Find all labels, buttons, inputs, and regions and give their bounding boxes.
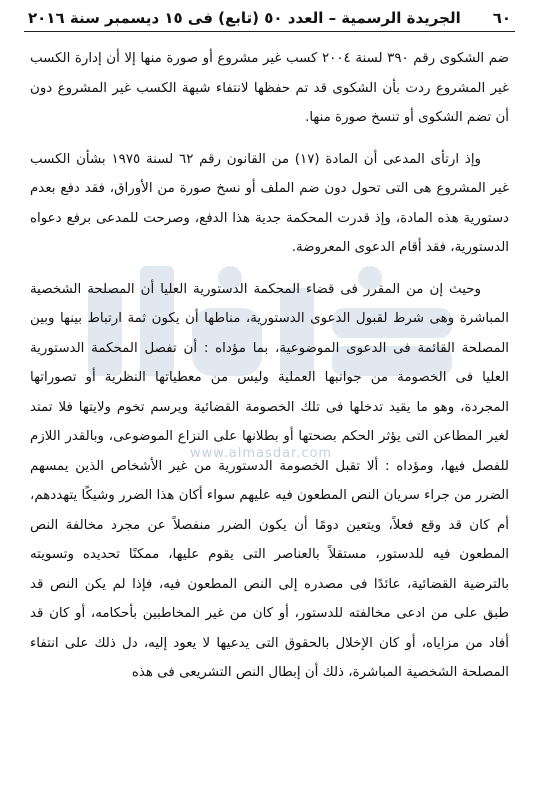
paragraph-2: وإذ ارتأى المدعى أن المادة (١٧) من القانون رقم ٦٢ لسنة ١٩٧٥ بشأن الكسب غير المشروع هى التى تحول دون ضم الملف أو نسخ صورة من الأوراق، فقد دفع بعدم دستورية هذه المادة، وإذ قدرت المحكمة جدية هذا الدفع، وصرحت للمدعى برفع دعواه الدستورية، فقد أقام الدعوى المعروضة. (30, 151, 509, 255)
page-number: ٦٠ (492, 9, 511, 27)
header-divider (24, 31, 515, 32)
article-body (30, 44, 509, 688)
page-header (28, 6, 511, 30)
journal-issue-title: الجريدة الرسمية – العدد ٥٠ (تابع) فى ١٥ ديسمبر سنة ٢٠١٦ (28, 9, 461, 27)
watermark-url: www.almasdar.com (190, 446, 333, 461)
paragraph-1: ضم الشكوى رقم ٣٩٠ لسنة ٢٠٠٤ كسب غير مشروع أو صورة منها إلا أن إدارة الكسب غير المشروع ردت بأن الشكوى قد تم حفظها لانتفاء شبهة الكسب غير المشروع دون أن تضم الشكوى أو تنسخ صورة منها. (30, 51, 509, 125)
paragraph-3: وحيث إن من المقرر فى قضاء المحكمة الدستورية العليا أن المصلحة الشخصية المباشرة وهى شرط لقبول الدعوى الدستورية، مناطها أن يكون ثمة ارتباط بينها وبين المصلحة القائمة فى الدعوى الموضوعية، بما مؤداه : أن تفصل المحكمة الدستورية العليا فى الخصومة من جوانبها العملية وليس من معطياتها النظرية أو تصوراتها المجردة، وهو ما يقيد تدخلها فى تلك الخصومة القضائية ويرسم تخوم ولايتها فلا تمتد لغير المطاعن التى يؤثر الحكم بصحتها أو بطلانها على النزاع الموضوعى، وبالقدر اللازم للفصل فيها، ومؤداه : ألا تقبل الخصومة الدستورية من غير الأشخاص الذين يمسهم الضرر من جراء سريان النص المطعون فيه عليهم سواء أكان هذا الضرر وشيكًا يتهددهم، أم كان قد وقع فعلاً، ويتعين دومًا أن يكون الضرر منفصلاً عن مجرد مخالفة النص المطعون فيه للدستور، مستقلاً بالعناصر التى يقوم عليها، ممكنًا تحديده وتسويته بالترضية القضائية، عائدًا فى مصدره إلى النص المطعون فيه، فإذا لم يكن النص قد طبق على من ادعى مخالفته للدستور، أو كان من غير المخاطبين بأحكامه، أو كان قد أفاد من مزاياه، أو كان الإخلال بالحقوق التى يدعيها لا يعود إليه، دل ذلك على انتفاء المصلحة الشخصية المباشرة، ذلك أن إبطال النص التشريعى فى هذه (30, 281, 509, 680)
